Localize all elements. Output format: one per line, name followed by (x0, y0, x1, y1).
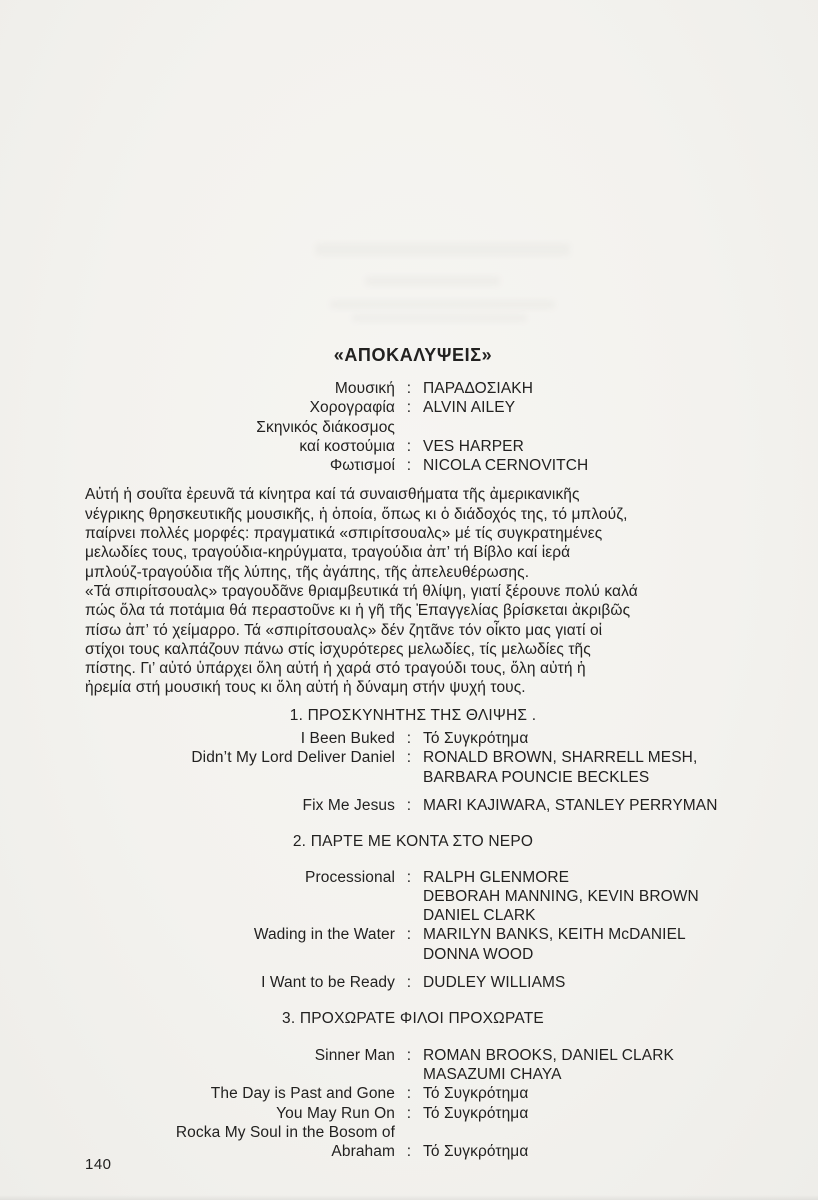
colon-separator: : (406, 457, 412, 475)
section-rows (85, 729, 741, 815)
performer-line: DUDLEY WILLIAMS (423, 974, 566, 992)
performers (423, 973, 741, 992)
performer-line: DONNA WOOD (423, 945, 534, 963)
performer-line: MARILYN BANKS, KEITH McDANIEL (423, 926, 686, 944)
credit-label: καί κοστούμια (299, 437, 395, 455)
credit-row (85, 379, 741, 398)
colon-separator: : (406, 1104, 412, 1122)
section-heading: 3. ΠΡΟΧΩΡΑΤΕ ΦΙΛΟΙ ΠΡΟΧΩΡΑΤΕ (282, 1010, 544, 1028)
performers (423, 1104, 741, 1123)
performer-line: Τό Συγκρότημα (423, 1104, 529, 1122)
colon-separator: : (406, 796, 412, 814)
song-row (85, 1104, 741, 1123)
song-title: Processional (305, 868, 395, 886)
performer-line: MARI KAJIWARA, STANLEY PERRYMAN (423, 796, 718, 814)
performers (423, 796, 741, 815)
program-section-2 (85, 832, 741, 992)
song-row (85, 1123, 741, 1142)
performer-line: Τό Συγκρότημα (423, 730, 529, 748)
song-title: The Day is Past and Gone (210, 1085, 395, 1103)
credit-label: Μουσική (334, 380, 395, 397)
description-line: Αὐτή ἡ σουῖτα ἐρευνᾶ τά κίνητρα καί τά συναισθήματα τῆς ἀμερικανικῆς (85, 486, 580, 504)
song-row (85, 796, 741, 815)
song-title: Sinner Man (314, 1046, 395, 1064)
song-row (85, 729, 741, 748)
performer-line: MASAZUMI CHAYA (423, 1065, 562, 1083)
credits-block (85, 379, 741, 475)
performers (423, 1084, 741, 1103)
description-line: πίσω ἀπ’ τό χείμαρρο. Τά «σπιρίτσουαλς» δέν ζητᾶνε τόν οἶκτο μας γιατί οἱ (85, 621, 603, 639)
performers (423, 925, 741, 964)
song-title: Fix Me Jesus (302, 796, 395, 814)
description-line: πώς ὅλα τά ποτάμια θά περαστοῦνε κι ἡ γῆ τῆς Ἐπαγγελίας βρίσκεται ἀκριβῶς (85, 602, 631, 620)
performers (423, 1142, 741, 1161)
page-number: 140 (85, 1156, 112, 1173)
credit-value: ΠΑΡΑΔΟΣΙΑΚΗ (423, 380, 534, 397)
colon-separator: : (406, 1143, 412, 1161)
credit-label: Χορογραφία (309, 399, 395, 417)
description-line: πίστης. Γι’ αὐτό ὑπάρχει ὅλη αὐτή ἡ χαρά στό τραγούδι τους, ὅλη αὐτή ἡ (85, 660, 586, 678)
song-title: Rocka My Soul in the Bosom of (175, 1123, 395, 1141)
colon-separator: : (406, 1085, 412, 1103)
performer-line: BARBARA POUNCIE BECKLES (423, 768, 650, 786)
description-paragraph (85, 485, 741, 697)
credit-row (85, 398, 741, 417)
description-line: «Τά σπιρίτσουαλς» τραγουδᾶνε θριαμβευτικά τή θλίψη, γιατί ξέρουνε πολύ καλά (85, 582, 638, 600)
description-line: ἠρεμία στή μουσική τους κι ὅλη αὐτή ἡ δύναμη στήν ψυχή τους. (85, 679, 526, 697)
description-line: μπλούζ-τραγούδια τῆς λύπης, τῆς ἀγάπης, τῆς ἀπελευθέρωσης. (85, 563, 530, 581)
song-title: You May Run On (276, 1104, 395, 1122)
song-title: Wading in the Water (253, 926, 395, 944)
performers (423, 748, 741, 787)
performer-line: DANIEL CLARK (423, 907, 536, 925)
description-line: στίχοι τους καλπάζουν πάνω στίς ἰσχυρότερες μελωδίες, τίς μελωδίες τῆς (85, 640, 591, 658)
colon-separator: : (406, 380, 412, 397)
performer-line: DEBORAH MANNING, KEVIN BROWN (423, 887, 699, 905)
credit-value: NICOLA CERNOVITCH (423, 457, 589, 475)
performer-line: Τό Συγκρότημα (423, 1143, 529, 1161)
colon-separator: : (406, 926, 412, 944)
credit-row (85, 418, 741, 437)
performers (423, 729, 741, 748)
performer-line: Τό Συγκρότημα (423, 1085, 529, 1103)
credit-value: ALVIN AILEY (423, 399, 516, 417)
song-title: Abraham (331, 1143, 395, 1161)
page-title: «ΑΠΟΚΑΛΥΨΕΙΣ» (333, 345, 493, 365)
section-rows (85, 1046, 741, 1162)
colon-separator: : (406, 437, 412, 455)
performer-line: RONALD BROWN, SHARRELL MESH, (423, 749, 698, 767)
performers (423, 868, 741, 926)
colon-separator: : (406, 974, 412, 992)
section-heading: 2. ΠΑΡΤΕ ΜΕ ΚΟΝΤΑ ΣΤΟ ΝΕΡΟ (292, 833, 534, 851)
program-section-3 (85, 1009, 741, 1161)
colon-separator: : (406, 868, 412, 886)
program-section-1 (85, 706, 741, 815)
song-title: Didn’t My Lord Deliver Daniel (191, 749, 395, 767)
description-line: νέγρικης θρησκευτικῆς μουσικῆς, ἡ ὁποία, ὅπως κι ὁ διάδοχός της, τό μπλούζ, (85, 505, 628, 523)
song-row (85, 1142, 741, 1161)
section-heading: 1. ΠΡΟΣΚΥΝΗΤΗΣ ΤΗΣ ΘΛΙΨΗΣ . (289, 706, 537, 724)
description-line: μελωδίες τους, τραγούδια-κηρύγματα, τραγούδια ἀπ’ τή Βίβλο καί ἱερά (85, 544, 571, 562)
description-line: παίρνει πολλές μορφές: πραγματικά «σπιρίτσουαλς» μέ τίς συγκρατημένες (85, 525, 603, 543)
colon-separator: : (406, 399, 412, 417)
credit-value: VES HARPER (423, 437, 524, 455)
section-rows (85, 868, 741, 993)
credit-row (85, 456, 741, 475)
song-row (85, 1046, 741, 1085)
performers (423, 1046, 741, 1085)
performer-line: ROMAN BROOKS, DANIEL CLARK (423, 1046, 674, 1064)
credit-label: Φωτισμοί (329, 457, 395, 475)
song-row (85, 868, 741, 926)
song-title: I Want to be Ready (261, 974, 395, 992)
song-row (85, 973, 741, 992)
page-content (85, 0, 741, 1161)
colon-separator: : (406, 749, 412, 767)
colon-separator: : (406, 730, 412, 748)
performer-line: RALPH GLENMORE (423, 868, 570, 886)
song-row (85, 925, 741, 964)
credit-label: Σκηνικός διάκοσμος (256, 418, 395, 436)
song-row (85, 1084, 741, 1103)
song-row (85, 748, 741, 787)
song-title: I Been Buked (300, 730, 395, 748)
colon-separator: : (406, 1046, 412, 1064)
credit-row (85, 437, 741, 456)
